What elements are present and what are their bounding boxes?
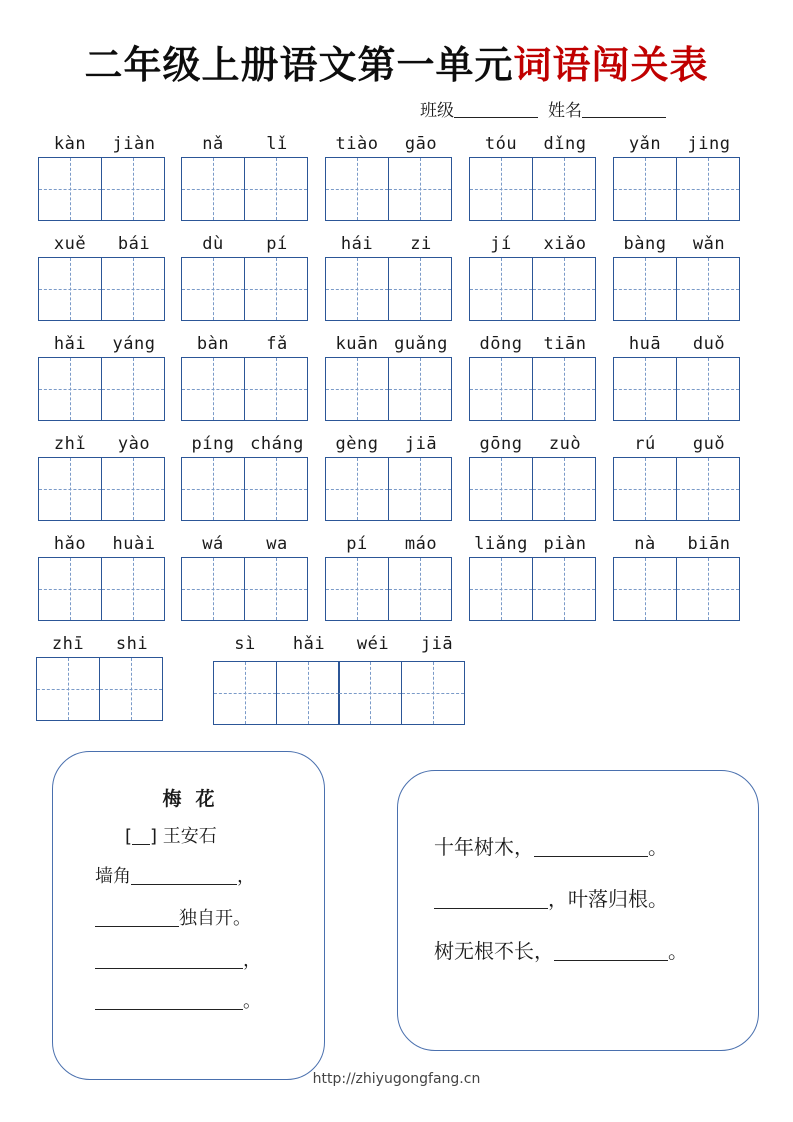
pinyin-row bbox=[36, 632, 164, 656]
tianzige-cell[interactable] bbox=[676, 257, 740, 321]
writing-boxes bbox=[36, 657, 164, 721]
proverb-line-2-blank[interactable] bbox=[434, 892, 548, 909]
writing-boxes bbox=[38, 357, 166, 421]
pinyin-row bbox=[325, 432, 453, 456]
pinyin-syllable: pí bbox=[346, 534, 368, 554]
tianzige-cell[interactable] bbox=[532, 257, 596, 321]
writing-boxes bbox=[469, 457, 597, 521]
pinyin-syllable: jing bbox=[687, 134, 731, 154]
pinyin-syllable: gāo bbox=[404, 134, 438, 154]
writing-boxes bbox=[469, 257, 597, 321]
pinyin-syllable: wa bbox=[266, 534, 288, 554]
pinyin-syllable: jí bbox=[490, 234, 512, 254]
pinyin-syllable: bàng bbox=[623, 234, 667, 254]
word-card bbox=[38, 532, 166, 621]
pinyin-row bbox=[181, 432, 309, 456]
pinyin-syllable: duǒ bbox=[692, 334, 726, 354]
writing-boxes bbox=[613, 157, 741, 221]
word-card bbox=[469, 332, 597, 421]
pinyin-syllable: nǎ bbox=[202, 134, 224, 154]
pinyin-syllable: gèng bbox=[335, 434, 379, 454]
pinyin-syllable: jiā bbox=[404, 434, 438, 454]
writing-boxes bbox=[613, 457, 741, 521]
tianzige-cell[interactable] bbox=[469, 557, 533, 621]
name-blank[interactable] bbox=[582, 101, 666, 118]
pinyin-syllable: hái bbox=[340, 234, 374, 254]
tianzige-cell[interactable] bbox=[532, 457, 596, 521]
class-blank[interactable] bbox=[454, 101, 538, 118]
writing-boxes bbox=[213, 661, 469, 725]
tianzige-cell[interactable] bbox=[38, 357, 102, 421]
word-card bbox=[181, 132, 309, 221]
pinyin-syllable: tiān bbox=[543, 334, 587, 354]
writing-boxes bbox=[469, 357, 597, 421]
pinyin-row bbox=[38, 132, 166, 156]
poem-title: 梅花 bbox=[162, 788, 229, 810]
word-card bbox=[181, 532, 309, 621]
tianzige-cell[interactable] bbox=[213, 661, 277, 725]
pinyin-row bbox=[325, 132, 453, 156]
tianzige-cell[interactable] bbox=[38, 457, 102, 521]
writing-boxes bbox=[325, 357, 453, 421]
tianzige-cell[interactable] bbox=[325, 457, 389, 521]
tianzige-cell[interactable] bbox=[101, 157, 165, 221]
class-label: 班级 bbox=[420, 101, 454, 121]
tianzige-cell[interactable] bbox=[325, 357, 389, 421]
tianzige-cell[interactable] bbox=[469, 257, 533, 321]
tianzige-cell[interactable] bbox=[532, 357, 596, 421]
tianzige-cell[interactable] bbox=[469, 457, 533, 521]
tianzige-cell[interactable] bbox=[181, 557, 245, 621]
word-card bbox=[325, 532, 453, 621]
pinyin-syllable: máo bbox=[404, 534, 438, 554]
word-card bbox=[469, 132, 597, 221]
writing-boxes bbox=[181, 257, 309, 321]
pinyin-row bbox=[469, 232, 597, 256]
poem-line-3 bbox=[95, 946, 261, 972]
writing-boxes bbox=[38, 457, 166, 521]
word-card bbox=[181, 332, 309, 421]
pinyin-row bbox=[613, 432, 741, 456]
pinyin-row bbox=[613, 332, 741, 356]
pinyin-syllable: yǎn bbox=[628, 134, 662, 154]
poem-line-4-period: 。 bbox=[243, 991, 261, 1012]
tianzige-cell[interactable] bbox=[469, 157, 533, 221]
word-card bbox=[613, 232, 741, 321]
word-card bbox=[325, 132, 453, 221]
tianzige-cell[interactable] bbox=[244, 157, 308, 221]
pinyin-syllable: piàn bbox=[543, 534, 587, 554]
tianzige-cell[interactable] bbox=[276, 661, 340, 725]
pinyin-syllable: liǎng bbox=[474, 534, 528, 554]
poem-line-4-blank[interactable] bbox=[95, 993, 243, 1010]
tianzige-cell[interactable] bbox=[181, 357, 245, 421]
writing-boxes bbox=[613, 557, 741, 621]
tianzige-cell[interactable] bbox=[325, 557, 389, 621]
writing-boxes bbox=[181, 457, 309, 521]
tianzige-cell[interactable] bbox=[38, 257, 102, 321]
word-card bbox=[325, 232, 453, 321]
tianzige-cell[interactable] bbox=[181, 457, 245, 521]
writing-boxes bbox=[469, 157, 597, 221]
poem-author: 王安石 bbox=[162, 826, 217, 847]
pinyin-row bbox=[38, 432, 166, 456]
pinyin-syllable: hǎi bbox=[292, 634, 326, 654]
pinyin-row bbox=[469, 332, 597, 356]
pinyin-row bbox=[38, 532, 166, 556]
tianzige-cell[interactable] bbox=[244, 557, 308, 621]
name-label: 姓名 bbox=[548, 101, 582, 121]
pinyin-syllable: zuò bbox=[548, 434, 582, 454]
poem-card bbox=[52, 751, 325, 1080]
pinyin-syllable: tóu bbox=[484, 134, 518, 154]
tianzige-cell[interactable] bbox=[676, 157, 740, 221]
proverb-line-2 bbox=[434, 883, 668, 912]
poem-author-line bbox=[125, 822, 217, 848]
pinyin-row bbox=[469, 432, 597, 456]
pinyin-syllable: jiàn bbox=[112, 134, 156, 154]
word-card bbox=[613, 432, 741, 521]
proverb-line-1-blank[interactable] bbox=[534, 840, 648, 857]
proverb-line-1-suffix: 。 bbox=[648, 835, 668, 859]
pinyin-row bbox=[325, 532, 453, 556]
pinyin-syllable: wéi bbox=[356, 634, 390, 654]
pinyin-syllable: kuān bbox=[335, 334, 379, 354]
tianzige-cell[interactable] bbox=[469, 357, 533, 421]
pinyin-row bbox=[181, 232, 309, 256]
title-main: 二年级上册语文第一单元 bbox=[84, 43, 514, 87]
tianzige-cell[interactable] bbox=[676, 457, 740, 521]
tianzige-cell[interactable] bbox=[532, 557, 596, 621]
word-card bbox=[613, 332, 741, 421]
pinyin-syllable: hǎi bbox=[53, 334, 87, 354]
poem-line-1-comma: ， bbox=[237, 866, 255, 887]
pinyin-syllable: guǎng bbox=[394, 334, 448, 354]
writing-boxes bbox=[325, 257, 453, 321]
writing-boxes bbox=[325, 457, 453, 521]
tianzige-cell[interactable] bbox=[338, 661, 402, 725]
word-card bbox=[181, 432, 309, 521]
tianzige-cell[interactable] bbox=[325, 257, 389, 321]
pinyin-syllable: zi bbox=[410, 234, 432, 254]
proverb-line-3-suffix: 。 bbox=[668, 939, 688, 963]
pinyin-syllable: píng bbox=[191, 434, 235, 454]
proverb-line-3-blank[interactable] bbox=[554, 944, 668, 961]
tianzige-cell[interactable] bbox=[101, 257, 165, 321]
pinyin-syllable: cháng bbox=[250, 434, 304, 454]
pinyin-row bbox=[38, 232, 166, 256]
pinyin-syllable: sì bbox=[234, 634, 256, 654]
pinyin-row bbox=[613, 232, 741, 256]
word-card bbox=[38, 232, 166, 321]
pinyin-row bbox=[38, 332, 166, 356]
word-card bbox=[38, 132, 166, 221]
author-bracket-open: [ bbox=[125, 826, 133, 847]
tianzige-cell[interactable] bbox=[532, 157, 596, 221]
pinyin-syllable: rú bbox=[634, 434, 656, 454]
pinyin-row bbox=[213, 632, 469, 656]
dynasty-blank[interactable] bbox=[132, 828, 150, 845]
footer-url: http://zhiyugongfang.cn bbox=[312, 1071, 481, 1087]
tianzige-cell[interactable] bbox=[388, 457, 452, 521]
word-card bbox=[469, 532, 597, 621]
pinyin-syllable: xiǎo bbox=[543, 234, 587, 254]
poem-line-3-comma: ， bbox=[243, 950, 261, 971]
pinyin-syllable: tiào bbox=[335, 134, 379, 154]
title-highlight: 词语闯关表 bbox=[513, 43, 709, 87]
tianzige-cell[interactable] bbox=[244, 357, 308, 421]
word-card bbox=[613, 132, 741, 221]
pinyin-row bbox=[613, 532, 741, 556]
pinyin-row bbox=[613, 132, 741, 156]
tianzige-cell[interactable] bbox=[99, 657, 163, 721]
proverb-line-3 bbox=[434, 935, 688, 964]
poem-line-2-suffix: 独自开。 bbox=[179, 908, 251, 929]
pinyin-syllable: yáng bbox=[112, 334, 156, 354]
pinyin-syllable: kàn bbox=[53, 134, 87, 154]
poem-line-1-blank[interactable] bbox=[131, 868, 237, 885]
pinyin-syllable: huā bbox=[628, 334, 662, 354]
pinyin-syllable: zhǐ bbox=[53, 434, 87, 454]
pinyin-syllable: huài bbox=[112, 534, 156, 554]
word-card bbox=[469, 232, 597, 321]
tianzige-cell[interactable] bbox=[101, 557, 165, 621]
tianzige-cell[interactable] bbox=[613, 557, 677, 621]
word-card bbox=[613, 532, 741, 621]
proverb-line-1-prefix: 十年树木， bbox=[434, 835, 534, 859]
tianzige-cell[interactable] bbox=[181, 157, 245, 221]
word-card bbox=[181, 232, 309, 321]
pinyin-row bbox=[469, 532, 597, 556]
pinyin-syllable: dōng bbox=[479, 334, 523, 354]
tianzige-cell[interactable] bbox=[38, 557, 102, 621]
poem-line-4 bbox=[95, 987, 261, 1013]
word-card bbox=[469, 432, 597, 521]
pinyin-syllable: pí bbox=[266, 234, 288, 254]
pinyin-syllable: nà bbox=[634, 534, 656, 554]
pinyin-row bbox=[181, 132, 309, 156]
poem-line-2 bbox=[95, 904, 251, 930]
pinyin-row bbox=[181, 332, 309, 356]
tianzige-cell[interactable] bbox=[325, 157, 389, 221]
writing-boxes bbox=[38, 557, 166, 621]
writing-boxes bbox=[38, 257, 166, 321]
tianzige-cell[interactable] bbox=[388, 357, 452, 421]
poem-line-1 bbox=[95, 862, 255, 888]
tianzige-cell[interactable] bbox=[613, 257, 677, 321]
writing-boxes bbox=[613, 357, 741, 421]
word-card bbox=[213, 632, 469, 725]
pinyin-syllable: wá bbox=[202, 534, 224, 554]
tianzige-cell[interactable] bbox=[388, 557, 452, 621]
page-title bbox=[0, 34, 793, 89]
word-card bbox=[325, 432, 453, 521]
proverb-line-1 bbox=[434, 831, 668, 860]
pinyin-syllable: jiā bbox=[420, 634, 454, 654]
writing-boxes bbox=[181, 557, 309, 621]
pinyin-syllable: fǎ bbox=[266, 334, 288, 354]
pinyin-row bbox=[325, 332, 453, 356]
tianzige-cell[interactable] bbox=[613, 157, 677, 221]
poem-line-3-blank[interactable] bbox=[95, 952, 243, 969]
writing-boxes bbox=[325, 557, 453, 621]
pinyin-syllable: guǒ bbox=[692, 434, 726, 454]
proverb-line-2-suffix: ，叶落归根。 bbox=[548, 887, 668, 911]
tianzige-cell[interactable] bbox=[244, 257, 308, 321]
writing-boxes bbox=[325, 157, 453, 221]
writing-boxes bbox=[181, 157, 309, 221]
pinyin-syllable: biān bbox=[687, 534, 731, 554]
pinyin-syllable: bàn bbox=[196, 334, 230, 354]
writing-boxes bbox=[181, 357, 309, 421]
tianzige-cell[interactable] bbox=[101, 457, 165, 521]
tianzige-cell[interactable] bbox=[38, 157, 102, 221]
tianzige-cell[interactable] bbox=[613, 357, 677, 421]
tianzige-cell[interactable] bbox=[676, 557, 740, 621]
tianzige-cell[interactable] bbox=[676, 357, 740, 421]
writing-boxes bbox=[38, 157, 166, 221]
proverb-line-3-prefix: 树无根不长， bbox=[434, 939, 554, 963]
class-name-line bbox=[420, 96, 666, 121]
pinyin-syllable: dù bbox=[202, 234, 224, 254]
pinyin-syllable: yào bbox=[117, 434, 151, 454]
tianzige-cell[interactable] bbox=[388, 257, 452, 321]
tianzige-cell[interactable] bbox=[101, 357, 165, 421]
pinyin-row bbox=[325, 232, 453, 256]
tianzige-cell[interactable] bbox=[613, 457, 677, 521]
tianzige-cell[interactable] bbox=[244, 457, 308, 521]
word-card bbox=[38, 432, 166, 521]
writing-boxes bbox=[469, 557, 597, 621]
tianzige-cell[interactable] bbox=[36, 657, 100, 721]
pinyin-syllable: lǐ bbox=[266, 134, 288, 154]
poem-line-2-blank[interactable] bbox=[95, 910, 179, 927]
word-card bbox=[38, 332, 166, 421]
writing-boxes bbox=[613, 257, 741, 321]
pinyin-syllable: xuě bbox=[53, 234, 87, 254]
pinyin-syllable: dǐng bbox=[543, 134, 587, 154]
pinyin-syllable: bái bbox=[117, 234, 151, 254]
poem-line-1-prefix: 墙角 bbox=[95, 866, 131, 887]
word-card bbox=[36, 632, 164, 721]
pinyin-syllable: wǎn bbox=[692, 234, 726, 254]
tianzige-cell[interactable] bbox=[181, 257, 245, 321]
tianzige-cell[interactable] bbox=[388, 157, 452, 221]
pinyin-syllable: hǎo bbox=[53, 534, 87, 554]
word-card bbox=[325, 332, 453, 421]
pinyin-syllable: gōng bbox=[479, 434, 523, 454]
tianzige-cell[interactable] bbox=[401, 661, 465, 725]
pinyin-syllable: zhī bbox=[51, 634, 85, 654]
pinyin-row bbox=[181, 532, 309, 556]
pinyin-syllable: shi bbox=[115, 634, 149, 654]
author-bracket-close: ] bbox=[150, 826, 158, 847]
proverb-card bbox=[397, 770, 759, 1051]
pinyin-row bbox=[469, 132, 597, 156]
